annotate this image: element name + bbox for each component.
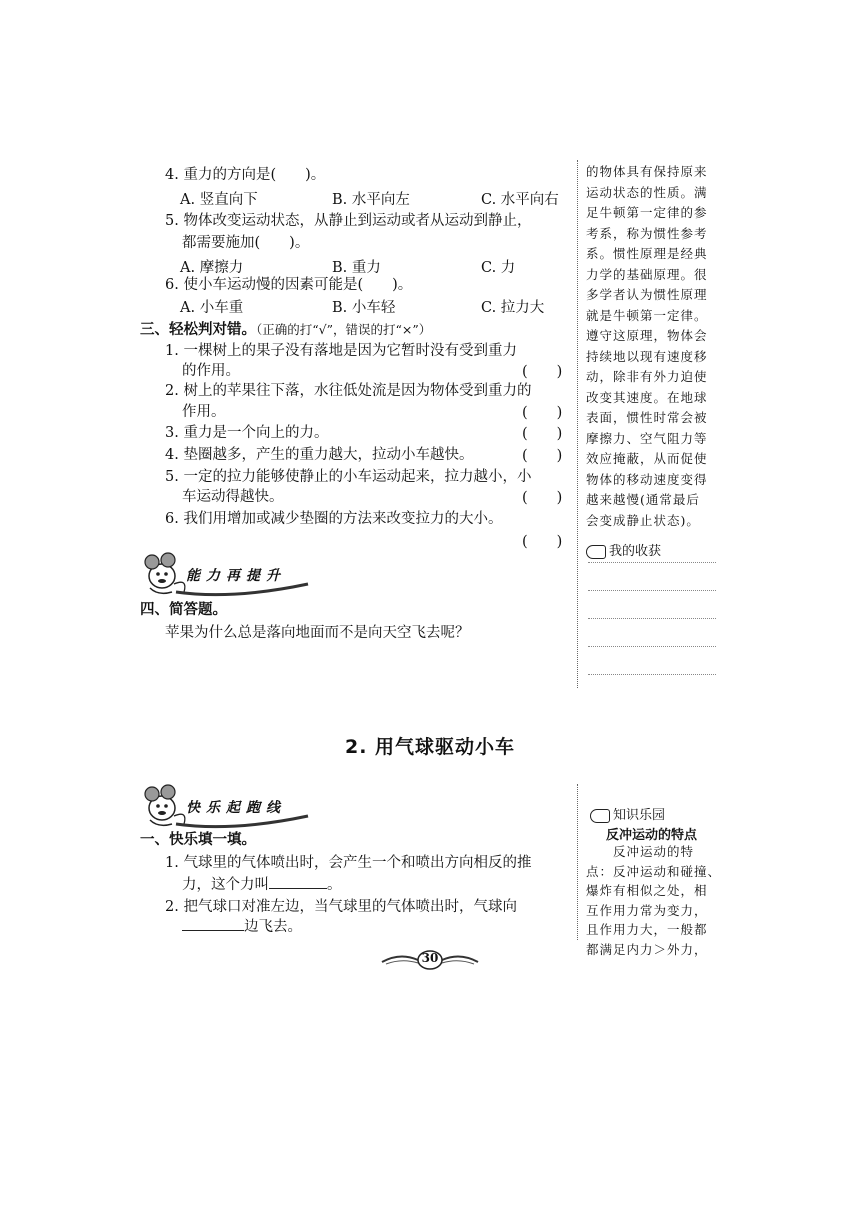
page-number-ornament [380,948,480,972]
fill-q1-line1: 1. 气球里的气体喷出时，会产生一个和喷出方向相反的推 [165,855,532,871]
judge-answer-2[interactable]: ( ) [522,405,563,421]
judge-item-6: 6. 我们用增加或减少垫圈的方法来改变拉力的大小。 [165,511,503,527]
q6-option-a: A. 小车重 [180,300,244,316]
q5-option-a: A. 摩擦力 [180,260,244,276]
q4-option-b: B. 水平向左 [332,192,410,208]
fill-q2-line1: 2. 把气球口对准左边，当气球里的气体喷出时，气球向 [165,899,517,915]
knowledge-label: 知识乐园 [613,808,666,823]
judge-item-2-line2: 作用。 [182,404,226,420]
judge-answer-4[interactable]: ( ) [522,448,563,464]
pointing-hand-icon-2 [590,809,610,823]
q4-option-c: C. 水平向右 [481,192,559,208]
warmup-banner-label: 快乐起跑线 [186,800,286,816]
question-5-line2: 都需要施加( )。 [182,235,310,251]
knowledge-subheading: 反冲运动的特点 [606,828,698,843]
q6-option-b: B. 小车轻 [332,300,396,316]
section-3-note: （正确的打“√”，错误的打“×”） [256,322,432,337]
harvest-line-4[interactable] [588,646,716,647]
knowledge-text: 反冲运动的特 点：反冲运动和碰撞、 爆炸有相似之处，相 互作用力常为变力， 且作用力大，一般都 都满足内力＞外力， [586,844,722,957]
q6-option-c: C. 拉力大 [481,300,545,316]
knowledge-heading [590,804,665,823]
harvest-line-1[interactable] [588,562,716,563]
section-4-question: 苹果为什么总是落向地面而不是向天空飞去呢？ [165,625,470,641]
q5-option-b: B. 重力 [332,260,381,276]
fill-q1-text: 力，这个力叫 [182,877,269,893]
page-number: 30 [421,951,439,965]
harvest-label: 我的收获 [609,544,662,559]
q4-option-a: A. 竖直向下 [180,192,258,208]
lesson-title: 2. 用气球驱动小车 [344,736,516,758]
harvest-line-3[interactable] [588,618,716,619]
judge-item-5-line2: 车运动得越快。 [182,489,284,505]
section-4-title: 四、简答题。 [140,602,227,618]
harvest-heading [586,540,661,559]
section-3-title: 三、轻松判对错。 [140,322,256,338]
question-4: 4. 重力的方向是( )。 [165,167,326,183]
judge-item-1-line1: 1. 一棵树上的果子没有落地是因为它暂时没有受到重力 [165,343,517,359]
harvest-line-5[interactable] [588,674,716,675]
fill-q2-line2 [182,916,302,938]
sidebar-divider-2 [577,784,578,940]
warmup-banner [138,780,318,830]
harvest-line-2[interactable] [588,590,716,591]
section-1-title: 一、快乐填一填。 [140,832,256,848]
pointing-hand-icon [586,545,606,559]
fill-q2-text: 边飞去。 [244,919,302,935]
judge-answer-5[interactable]: ( ) [522,490,563,506]
judge-answer-6[interactable]: ( ) [522,534,563,550]
fill-q2-blank[interactable] [182,916,244,931]
question-5-line1: 5. 物体改变运动状态，从静止到运动或者从运动到静止， [165,213,532,229]
sidebar-divider [577,160,578,688]
fill-q1-line2 [182,874,342,896]
sidebar-inertia-text: 的物体具有保持原来 运动状态的性质。满 足牛顿第一定律的参 考系，称为惯性参考 系。惯性原理是经典 力学的基础原理。很 多学者认为惯性原理 就是牛顿第一定律。 遵守这原理，物体会 持续地以现有速度移 动，除非有外力迫使 改变其速度。在地球 表面，惯性时常会被 摩擦力、空气阻力等 效应掩蔽，从而促使 物体的移动速度变得 越来越慢(通常最后 会变成静止状态)。 [586,164,708,528]
judge-item-3: 3. 重力是一个向上的力。 [165,425,329,441]
judge-item-2-line1: 2. 树上的苹果往下落，水往低处流是因为物体受到重力的 [165,383,532,399]
judge-answer-3[interactable]: ( ) [522,426,563,442]
ability-banner [138,548,318,598]
judge-item-5-line1: 5. 一定的拉力能够使静止的小车运动起来，拉力越小，小 [165,469,532,485]
judge-answer-1[interactable]: ( ) [522,364,563,380]
section-3-heading [140,318,431,339]
fill-q1-blank[interactable] [269,874,327,889]
judge-item-1-line2: 的作用。 [182,363,240,379]
judge-item-4: 4. 垫圈越多，产生的重力越大，拉动小车越快。 [165,447,474,463]
fill-q1-period: 。 [327,877,342,893]
ability-banner-label: 能力再提升 [186,568,286,584]
question-6: 6. 使小车运动慢的因素可能是( )。 [165,277,413,293]
q5-option-c: C. 力 [481,260,516,276]
